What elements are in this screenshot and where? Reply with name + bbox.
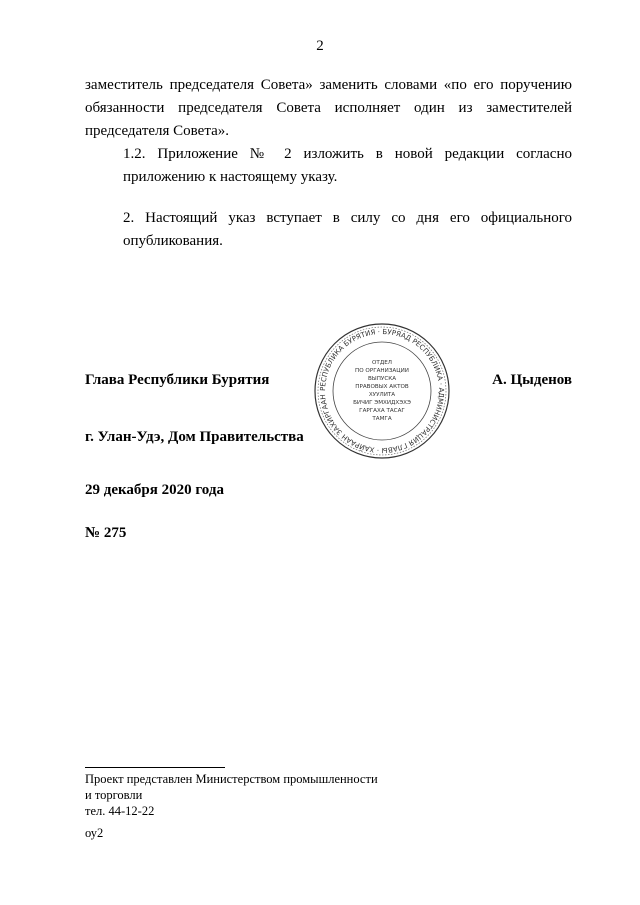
seal-outer-text: РЕСПУБЛИКА БУРЯТИЯ · БУРЯАД РЕСПУБЛИКА · АДМИНИСТРАЦИЯ ГЛАВЫ · ХАЙРААН ЗАХИРГААН: [318, 327, 446, 455]
decree-number: № 275: [85, 525, 127, 541]
seal-line: ОТДЕЛ: [372, 360, 392, 366]
seal-dotted-ring: [318, 327, 446, 455]
seal-line: ХУУЛИТА: [368, 392, 396, 398]
signatory-name: А. Цыденов: [492, 372, 572, 388]
paragraph-item-2-text: 2. Настоящий указ вступает в силу со дня его официального опубликования.: [123, 210, 572, 249]
paragraph-item-1-2-text: 1.2. Приложение № 2 изложить в новой редакции согласно приложению к настоящему указу.: [123, 146, 572, 185]
seal-inner-ring: [333, 342, 431, 440]
seal-outer-ring: [315, 324, 449, 458]
document-code: оу2: [85, 826, 104, 840]
footnote-divider: [85, 767, 225, 768]
paragraph-item-1-2: [85, 143, 572, 189]
signatory-title: Глава Республики Бурятия: [85, 372, 270, 388]
issue-date: 29 декабря 2020 года: [85, 482, 224, 498]
footnote-line: Проект представлен Министерством промышленности: [85, 772, 378, 786]
footnote-line: и торговли: [85, 788, 143, 802]
official-seal-stamp: [312, 321, 452, 461]
paragraph-continuation: заместитель председателя Совета» заменить словами «по его поручению обязанности председателя Совета исполняет один из заместителей председателя Совета».: [85, 77, 572, 139]
issue-place: г. Улан-Удэ, Дом Правительства: [85, 429, 304, 445]
page-number: 2: [316, 38, 324, 54]
seal-line: БИЧИГ ЭМХИДХЭХЭ: [353, 400, 411, 406]
seal-line: ПРАВОВЫХ АКТОВ: [355, 384, 409, 390]
footnote-line: тел. 44-12-22: [85, 804, 155, 818]
footnote: [85, 771, 378, 819]
seal-line: ПО ОРГАНИЗАЦИИ: [355, 368, 409, 374]
seal-line: ГАРГАХА ТАСАГ: [359, 408, 405, 414]
seal-line: ВЫПУСКА: [367, 376, 397, 382]
seal-line: ТАМГА: [372, 416, 392, 422]
paragraph-item-2: [85, 207, 572, 253]
